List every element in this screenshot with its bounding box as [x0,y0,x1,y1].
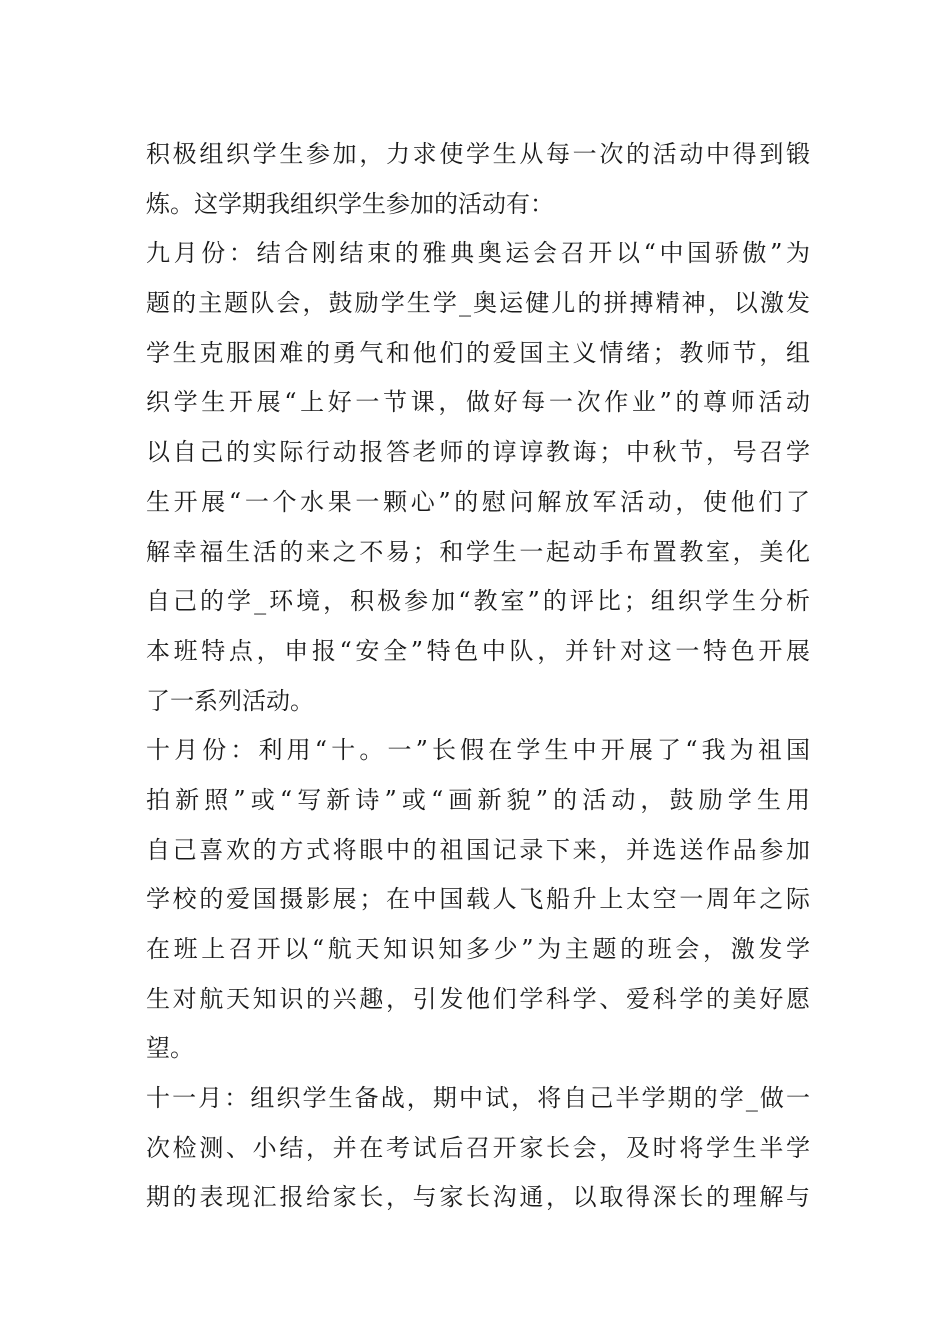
text-line: 十一月：组织学生备战，期中试，将自己半学期的学_做一 [146,1084,810,1113]
text-line: 学生克服困难的勇气和他们的爱国主义情绪；教师节，组 [146,338,810,367]
text-line: 学校的爱国摄影展；在中国载人飞船升上太空一周年之际 [146,885,810,914]
text-line: 积极组织学生参加，力求使学生从每一次的活动中得到锻 [146,140,810,168]
text-line: 期的表现汇报给家长，与家长沟通，以取得深长的理解与 [146,1183,810,1212]
text-line: 题的主题队会，鼓励学生学_奥运健儿的拼搏精神，以激发 [146,289,810,318]
text-line: 望。 [146,1034,194,1063]
document-body [146,130,810,1223]
text-line: 自己的学_环境，积极参加“教室”的评比；组织学生分析 [146,587,810,616]
paragraph-september [146,229,810,726]
text-line: 十月份：利用“十。一”长假在学生中开展了“我为祖国 [146,736,810,765]
text-line: 以自己的实际行动报答老师的谆谆教诲；中秋节，号召学 [146,438,810,467]
text-line: 拍新照”或“写新诗”或“画新貌”的活动，鼓励学生用 [146,785,810,814]
text-line: 本班特点，申报“安全”特色中队，并针对这一特色开展 [146,636,810,665]
paragraph-october [146,726,810,1074]
paragraph-november [146,1074,810,1223]
text-line: 织学生开展“上好一节课，做好每一次作业”的尊师活动 [146,388,810,417]
text-line: 九月份：结合刚结束的雅典奥运会召开以“中国骄傲”为 [146,239,810,268]
text-line: 生对航天知识的兴趣，引发他们学科学、爱科学的美好愿 [146,984,810,1013]
text-line: 在班上召开以“航天知识知多少”为主题的班会，激发学 [146,935,810,963]
text-line: 自己喜欢的方式将眼中的祖国记录下来，并选送作品参加 [146,835,810,864]
text-line: 了一系列活动。 [146,686,314,715]
text-line: 炼。这学期我组织学生参加的活动有： [146,189,554,218]
text-line: 解幸福生活的来之不易；和学生一起动手布置教室，美化 [146,537,810,566]
paragraph-intro [146,130,810,229]
text-line: 次检测、小结，并在考试后召开家长会，及时将学生半学 [146,1133,810,1162]
text-line: 生开展“一个水果一颗心”的慰问解放军活动，使他们了 [146,487,810,516]
